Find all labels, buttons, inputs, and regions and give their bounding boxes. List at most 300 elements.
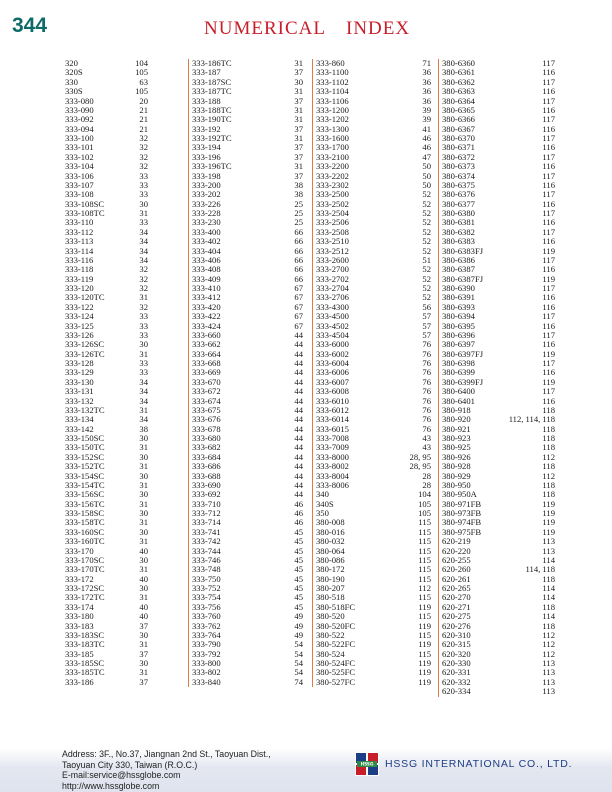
page-reference: 31 <box>139 564 148 575</box>
part-number: 380-6370 <box>442 133 475 143</box>
part-number: 333-410 <box>192 283 221 293</box>
page-reference: 33 <box>139 367 148 378</box>
page-reference: 44 <box>294 358 303 368</box>
page-reference: 33 <box>139 311 148 322</box>
part-number: 333-183 <box>65 620 94 631</box>
page-reference: 52 <box>422 245 431 256</box>
page-reference: 37 <box>294 95 303 106</box>
part-number: 333-404 <box>192 245 221 256</box>
page-reference: 116 <box>542 142 555 153</box>
part-number: 380-971FB <box>442 498 482 509</box>
page-reference: 44 <box>294 423 303 434</box>
page-reference: 31 <box>294 114 303 125</box>
part-number: 333-187TC <box>192 86 232 97</box>
page-reference: 37 <box>294 123 303 134</box>
part-number: 380-008 <box>316 517 345 528</box>
part-number: 333-676 <box>192 414 221 425</box>
part-number: 333-860 <box>316 58 345 68</box>
part-number: 380-086 <box>316 554 345 565</box>
page-reference: 43 <box>422 442 431 453</box>
index-column-2 <box>188 59 305 687</box>
page-reference: 117 <box>542 208 555 218</box>
page-reference: 117 <box>542 151 555 162</box>
part-number: 620-270 <box>442 592 471 603</box>
page-reference: 30 <box>139 451 148 462</box>
page-reference: 25 <box>294 208 303 218</box>
part-number: 333-800 <box>192 658 221 668</box>
part-number: 333-170TC <box>65 564 105 575</box>
part-number: 333-170 <box>65 545 94 556</box>
address-line-2: Taoyuan City 330, Taiwan (R.O.C.) <box>62 759 198 770</box>
part-number: 333-746 <box>192 554 221 565</box>
page-reference: 47 <box>422 151 431 162</box>
page-reference: 112 <box>542 629 555 640</box>
part-number: 380-6391 <box>442 292 475 303</box>
page-reference: 36 <box>422 76 431 87</box>
part-number: 333-748 <box>192 564 221 575</box>
page-reference: 54 <box>294 658 303 668</box>
page-reference: 37 <box>139 648 148 659</box>
page-reference: 115 <box>418 536 431 547</box>
part-number: 333-2704 <box>316 283 349 293</box>
page-reference: 113 <box>542 536 555 547</box>
page-reference: 116 <box>542 67 555 78</box>
page-reference: 44 <box>294 367 303 378</box>
part-number: 333-114 <box>65 245 94 256</box>
part-number: 333-752 <box>192 583 221 593</box>
part-number: 333-840 <box>192 676 221 687</box>
footer-address <box>62 749 271 791</box>
part-number: 333-132 <box>65 395 94 406</box>
part-number: 380-524FC <box>316 658 356 668</box>
page-reference: 52 <box>422 208 431 218</box>
part-number: 380-6397FJ <box>442 348 484 359</box>
page-reference: 76 <box>422 376 431 387</box>
part-number: 333-106 <box>65 170 94 181</box>
page-reference: 46 <box>294 498 303 509</box>
page-reference: 52 <box>422 292 431 303</box>
part-number: 333-406 <box>192 254 221 265</box>
page-reference: 33 <box>139 189 148 200</box>
page-reference: 119 <box>542 517 555 528</box>
page-reference: 33 <box>139 329 148 340</box>
page-reference: 63 <box>139 76 148 87</box>
part-number: 330S <box>65 86 83 97</box>
part-number: 333-124 <box>65 311 94 322</box>
index-column-4 <box>438 59 557 697</box>
page-reference: 32 <box>139 273 148 284</box>
part-number: 620-320 <box>442 648 471 659</box>
page-reference: 115 <box>418 573 431 584</box>
part-number: 380-6390 <box>442 283 475 293</box>
page-reference: 36 <box>422 95 431 106</box>
part-number: 333-104 <box>65 161 94 172</box>
page-reference: 112 <box>542 451 555 462</box>
part-number: 380-6377 <box>442 198 475 209</box>
page-reference: 118 <box>542 461 555 472</box>
part-number: 333-118 <box>65 264 94 275</box>
index-column-1 <box>62 59 150 687</box>
page-reference: 114 <box>542 583 555 593</box>
index-column-3 <box>312 59 433 687</box>
part-number: 380-527FC <box>316 676 356 687</box>
page-reference: 30 <box>139 629 148 640</box>
page-reference: 117 <box>542 283 555 293</box>
page-reference: 114 <box>542 592 555 603</box>
part-number: 333-202 <box>192 189 221 200</box>
part-number: 333-409 <box>192 273 221 284</box>
page-reference: 39 <box>422 114 431 125</box>
page-reference: 31 <box>294 86 303 97</box>
part-number: 333-1202 <box>316 114 349 125</box>
part-number: 333-152TC <box>65 461 105 472</box>
page-reference: 118 <box>542 404 555 415</box>
page-reference: 45 <box>294 545 303 556</box>
part-number: 333-2200 <box>316 161 349 172</box>
page-reference: 44 <box>294 461 303 472</box>
page-reference: 76 <box>422 414 431 425</box>
part-number: 333-692 <box>192 489 221 500</box>
page-reference: 44 <box>294 395 303 406</box>
part-number: 333-1106 <box>316 95 349 106</box>
part-number: 333-660 <box>192 329 221 340</box>
page-reference: 40 <box>139 573 148 584</box>
page-reference: 54 <box>294 667 303 678</box>
page-reference: 46 <box>294 508 303 518</box>
page-reference: 117 <box>542 76 555 87</box>
page-reference: 113 <box>542 658 555 668</box>
part-number: 380-925 <box>442 442 471 453</box>
part-number: 333-188 <box>192 95 221 106</box>
part-number: 333-668 <box>192 358 221 368</box>
page-reference: 113 <box>542 676 555 687</box>
page-reference: 112 <box>542 639 555 650</box>
part-number: 380-032 <box>316 536 345 547</box>
part-number: 320S <box>65 67 83 78</box>
page-reference: 30 <box>139 198 148 209</box>
page-reference: 66 <box>294 245 303 256</box>
page-reference: 49 <box>294 620 303 631</box>
page-reference: 76 <box>422 367 431 378</box>
page-reference: 66 <box>294 254 303 265</box>
website-link[interactable]: http://www.hssglobe.com <box>62 780 160 791</box>
part-number: 333-183SC <box>65 629 105 640</box>
part-number: 333-080 <box>65 95 94 106</box>
part-number: 380-950 <box>442 479 471 490</box>
page-reference: 112, 114, 118 <box>508 414 555 425</box>
page-reference: 21 <box>139 123 148 134</box>
part-number: 333-710 <box>192 498 221 509</box>
part-number: 380-6380 <box>442 208 475 218</box>
part-number: 380-6360 <box>442 58 475 68</box>
page-reference: 112 <box>418 583 431 593</box>
page-reference: 76 <box>422 404 431 415</box>
part-number: 380-6375 <box>442 179 475 190</box>
page-reference: 37 <box>139 620 148 631</box>
part-number: 380-6383 <box>442 236 475 247</box>
part-number: 333-1200 <box>316 104 349 115</box>
part-number: 333-126TC <box>65 348 105 359</box>
part-number: 380-518FC <box>316 601 356 612</box>
page-reference: 76 <box>422 423 431 434</box>
part-number: 333-678 <box>192 423 221 434</box>
page-reference: 114, 118 <box>525 564 555 575</box>
part-number: 380-6386 <box>442 254 475 265</box>
part-number: 333-2702 <box>316 273 349 284</box>
part-number: 380-6395 <box>442 320 475 331</box>
part-number: 620-334 <box>442 686 471 697</box>
page-reference: 21 <box>139 114 148 125</box>
part-number: 333-790 <box>192 639 221 650</box>
page-reference: 52 <box>422 264 431 275</box>
page-reference: 116 <box>542 395 555 406</box>
part-number: 333-762 <box>192 620 221 631</box>
part-number: 380-929 <box>442 470 471 481</box>
part-number: 333-196TC <box>192 161 232 172</box>
page-reference: 32 <box>139 133 148 143</box>
page-reference: 117 <box>542 95 555 106</box>
part-number: 380-6376 <box>442 189 475 200</box>
page-reference: 119 <box>418 658 431 668</box>
part-number: 380-525FC <box>316 667 356 678</box>
part-number: 620-260 <box>442 564 471 575</box>
page-reference: 114 <box>542 611 555 622</box>
part-number: 333-402 <box>192 236 221 247</box>
page-reference: 20 <box>139 95 148 106</box>
page-reference: 52 <box>422 236 431 247</box>
part-number: 333-756 <box>192 601 221 612</box>
page-reference: 34 <box>139 395 148 406</box>
page-reference: 119 <box>418 667 431 678</box>
part-number: 333-4504 <box>316 329 349 340</box>
part-number: 620-331 <box>442 667 471 678</box>
part-number: 333-8004 <box>316 470 349 481</box>
page-reference: 66 <box>294 264 303 275</box>
page-reference: 44 <box>294 451 303 462</box>
index-entry <box>313 481 433 490</box>
page-number: 344 <box>12 14 48 37</box>
part-number: 333-684 <box>192 451 221 462</box>
page-reference: 30 <box>294 76 303 87</box>
part-number: 333-156TC <box>65 498 105 509</box>
page-reference: 119 <box>418 601 431 612</box>
part-number: 333-094 <box>65 123 94 134</box>
page-reference: 116 <box>542 292 555 303</box>
part-number: 333-170SC <box>65 554 105 565</box>
part-number: 333-688 <box>192 470 221 481</box>
page-reference: 39 <box>422 104 431 115</box>
email-link[interactable]: E-mail:service@hssglobe.com <box>62 770 181 780</box>
page-reference: 118 <box>542 423 555 434</box>
part-number: 333-129 <box>65 367 94 378</box>
part-number: 333-4500 <box>316 311 349 322</box>
part-number: 333-6007 <box>316 376 349 387</box>
part-number: 333-185TC <box>65 667 105 678</box>
part-number: 333-764 <box>192 629 221 640</box>
part-number: 333-126SC <box>65 339 105 350</box>
address-line-1: Address: 3F., No.37, Jiangnan 2nd St., Taoyuan Dist., <box>62 749 271 759</box>
page-reference: 31 <box>139 479 148 490</box>
part-number: 333-675 <box>192 404 221 415</box>
part-number: 333-154SC <box>65 470 105 481</box>
page-reference: 30 <box>139 583 148 593</box>
page-reference: 31 <box>139 442 148 453</box>
page-reference: 44 <box>294 433 303 443</box>
part-number: 380-6399 <box>442 367 475 378</box>
page-reference: 31 <box>139 536 148 547</box>
page-reference: 76 <box>422 358 431 368</box>
page-reference: 118 <box>542 479 555 490</box>
page-reference: 105 <box>135 86 148 97</box>
part-number: 333-4502 <box>316 320 349 331</box>
part-number: 380-6393 <box>442 301 475 312</box>
part-number: 333-714 <box>192 517 221 528</box>
page-reference: 116 <box>542 161 555 172</box>
part-number: 620-332 <box>442 676 471 687</box>
page-reference: 38 <box>139 423 148 434</box>
part-number: 380-190 <box>316 573 345 584</box>
part-number: 320 <box>65 58 78 68</box>
part-number: 333-6014 <box>316 414 349 425</box>
part-number: 333-180 <box>65 611 94 622</box>
page-reference: 30 <box>139 508 148 518</box>
page-reference: 30 <box>139 658 148 668</box>
page-reference: 118 <box>542 601 555 612</box>
page-reference: 31 <box>139 292 148 303</box>
part-number: 380-921 <box>442 423 471 434</box>
page-reference: 45 <box>294 526 303 537</box>
hssg-logo-icon <box>355 752 379 776</box>
page-reference: 119 <box>418 639 431 650</box>
part-number: 333-172SC <box>65 583 105 593</box>
part-number: 333-185 <box>65 648 94 659</box>
page-reference: 45 <box>294 536 303 547</box>
page-reference: 45 <box>294 592 303 603</box>
part-number: 333-2700 <box>316 264 349 275</box>
index-entry <box>62 678 150 687</box>
page-reference: 32 <box>139 264 148 275</box>
page-reference: 34 <box>139 254 148 265</box>
part-number: 333-186 <box>65 676 94 687</box>
page-reference: 32 <box>139 161 148 172</box>
part-number: 333-125 <box>65 320 94 331</box>
page-reference: 118 <box>542 620 555 631</box>
part-number: 333-112 <box>65 226 94 237</box>
page-reference: 119 <box>542 498 555 509</box>
part-number: 380-520 <box>316 611 345 622</box>
part-number: 333-142 <box>65 423 94 434</box>
page-reference: 31 <box>139 498 148 509</box>
part-number: 333-2508 <box>316 226 349 237</box>
part-number: 333-187SC <box>192 76 232 87</box>
part-number: 333-110 <box>65 217 94 228</box>
part-number: 380-6400 <box>442 386 475 397</box>
page-reference: 56 <box>422 301 431 312</box>
page-reference: 115 <box>418 564 431 575</box>
part-number: 620-330 <box>442 658 471 668</box>
page-reference: 50 <box>422 179 431 190</box>
part-number: 620-310 <box>442 629 471 640</box>
page-reference: 115 <box>418 554 431 565</box>
part-number: 380-974FB <box>442 517 482 528</box>
part-number: 380-6394 <box>442 311 475 322</box>
page-reference: 116 <box>542 367 555 378</box>
page-reference: 76 <box>422 339 431 350</box>
page-reference: 30 <box>139 489 148 500</box>
page-reference: 52 <box>422 226 431 237</box>
page-reference: 38 <box>294 189 303 200</box>
page-reference: 44 <box>294 339 303 350</box>
page-reference: 31 <box>139 348 148 359</box>
page-reference: 34 <box>139 414 148 425</box>
page-reference: 28 <box>422 470 431 481</box>
page-reference: 32 <box>139 283 148 293</box>
page-reference: 49 <box>294 629 303 640</box>
part-number: 333-090 <box>65 104 94 115</box>
part-number: 380-918 <box>442 404 471 415</box>
part-number: 333-6012 <box>316 404 349 415</box>
page-reference: 37 <box>294 170 303 181</box>
part-number: 380-524 <box>316 648 345 659</box>
page-reference: 117 <box>542 58 555 68</box>
page-reference: 52 <box>422 273 431 284</box>
part-number: 333-2502 <box>316 198 349 209</box>
part-number: 333-2302 <box>316 179 349 190</box>
part-number: 620-276 <box>442 620 471 631</box>
part-number: 380-6387 <box>442 264 475 275</box>
part-number: 333-2506 <box>316 217 349 228</box>
part-number: 380-6383FJ <box>442 245 484 256</box>
part-number: 380-6381 <box>442 217 475 228</box>
page-reference: 52 <box>422 217 431 228</box>
part-number: 333-1300 <box>316 123 349 134</box>
index-title-numerical: NUMERICAL <box>204 18 326 39</box>
page-reference: 44 <box>294 386 303 397</box>
part-number: 333-119 <box>65 273 94 284</box>
part-number: 333-424 <box>192 320 221 331</box>
part-number: 333-132TC <box>65 404 105 415</box>
part-number: 620-265 <box>442 583 471 593</box>
page-reference: 45 <box>294 601 303 612</box>
page-reference: 116 <box>542 236 555 247</box>
page-reference: 45 <box>294 583 303 593</box>
part-number: 333-187 <box>192 67 221 78</box>
page-reference: 113 <box>542 667 555 678</box>
page-reference: 45 <box>294 573 303 584</box>
page-reference: 52 <box>422 283 431 293</box>
page-reference: 30 <box>139 554 148 565</box>
part-number: 333-2706 <box>316 292 349 303</box>
part-number: 380-928 <box>442 461 471 472</box>
page-reference: 118 <box>542 489 555 500</box>
part-number: 380-926 <box>442 451 471 462</box>
page-reference: 67 <box>294 311 303 322</box>
part-number: 333-6015 <box>316 423 349 434</box>
page-reference: 46 <box>294 517 303 528</box>
page-reference: 50 <box>422 170 431 181</box>
page-reference: 105 <box>418 508 431 518</box>
page-reference: 31 <box>294 58 303 68</box>
part-number: 333-134 <box>65 414 94 425</box>
part-number: 333-172 <box>65 573 94 584</box>
page-reference: 104 <box>418 489 431 500</box>
page-reference: 28, 95 <box>409 451 431 462</box>
page-reference: 45 <box>294 554 303 565</box>
page-reference: 38 <box>294 179 303 190</box>
part-number: 333-2510 <box>316 236 349 247</box>
page-reference: 104 <box>135 58 148 68</box>
page-reference: 113 <box>542 545 555 556</box>
